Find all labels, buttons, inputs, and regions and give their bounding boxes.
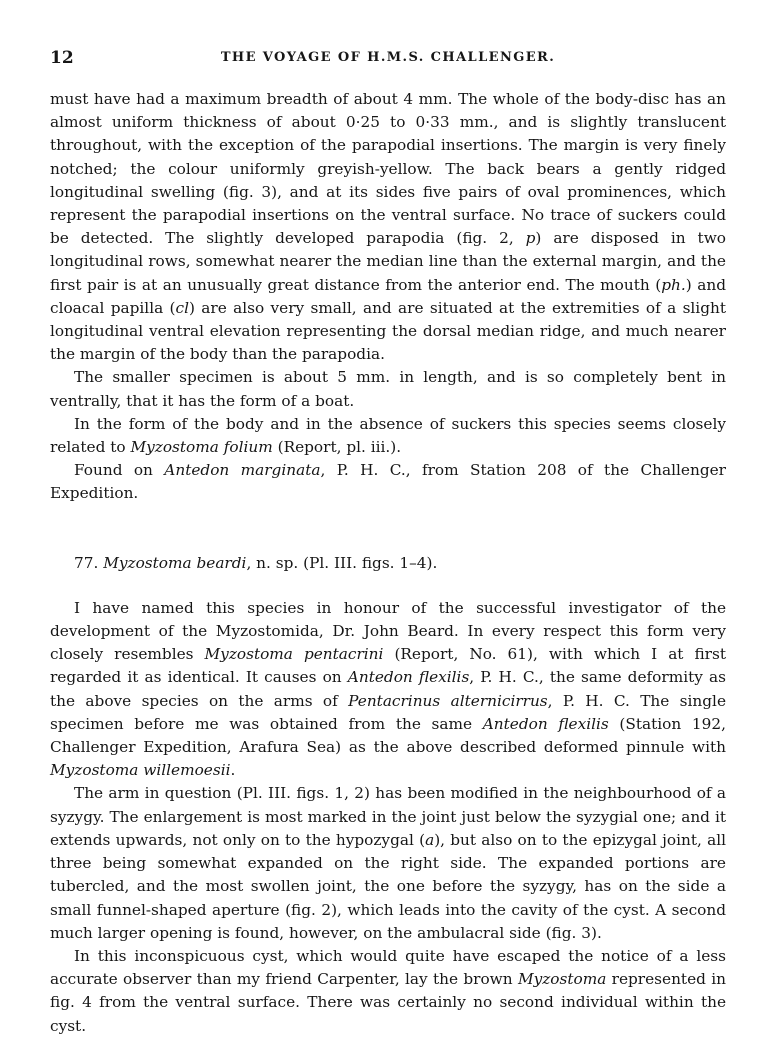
running-title: THE VOYAGE OF H.M.S. CHALLENGER. xyxy=(220,50,556,65)
paragraph-arm-modified: The arm in question (Pl. III. figs. 1, 2) has been modified in the neighbourhood of a syzygy. The enlargement is most marked in the joint just below the syzygial one; and it extends upwards, not only on to the hypozygal (a), but also on to the epizygal joint, all three being somewhat expanded on the right side. The expanded portions are tubercled, and the most swollen joint, the one before the syzygy, has on the side a small funnel-shaped aperture (fig. 2), which leads into the cavity of the cyst. A second much larger opening is found, however, on the ambulacral side (fig. 3). xyxy=(50,784,726,942)
section-myzostoma-beardi xyxy=(50,597,726,1038)
paragraph-body-disc: must have had a maximum breadth of about 4 mm. The whole of the body-disc has an almost uniform thickness of about 0·25 to 0·33 mm., and is slightly translucent throughout, with the exception of the parapodial insertions. The margin is very finely notched; the colour uniformly greyish-yellow. The back bears a gently ridged longitudinal swelling (fig. 3), and at its sides five pairs of oval prominences, which represent the parapodial insertions on the ventral surface. No trace of suckers could be detected. The slightly developed parapodia (fig. 2, p) are disposed in two longitudinal rows, somewhat nearer the median line than the external margin, and the first pair is at an unusually great distance from the anterior end. The mouth (ph.) and cloacal papilla (cl) are also very small, and are situated at the extremities of a slight longitudinal ventral elevation representing the dorsal median ridge, and much nearer the margin of the body than the parapodia. xyxy=(50,90,726,364)
species-heading: 77. Myzostoma beardi, n. sp. (Pl. III. figs. 1–4). xyxy=(74,553,438,572)
paragraph-related-species: In the form of the body and in the absence of suckers this species seems closely related to Myzostoma folium (Report, pl. iii.). xyxy=(50,414,726,457)
paragraph-naming: I have named this species in honour of the successful investigator of the development of the Myzostomida, Dr. John Beard. In every respect this form very closely resembles Myzostoma pentacrini (Report, No. 61), with which I at first regarded it as identical. It causes on Antedon flexilis, P. H. C., the same deformity as the above species on the arms of Pentacrinus alternicirrus, P. H. C. The single specimen before me was obtained from the same Antedon flexilis (Station 192, Challenger Expedition, Arafura Sea) as the above described deformed pinnule with Myzostoma willemoesii. xyxy=(50,598,726,780)
paragraph-cyst: In this inconspicuous cyst, which would quite have escaped the notice of a less accurate observer than my friend Carpenter, lay the brown Myzostoma represented in fig. 4 from the ventral surface. There was certainly no second individual within the cyst. xyxy=(50,946,726,1035)
paragraph-smaller-specimen: The smaller specimen is about 5 mm. in length, and is so completely bent in ventrally, that it has the form of a boat. xyxy=(50,368,726,410)
page xyxy=(50,48,726,1038)
paragraph-found-on: Found on Antedon marginata, P. H. C., from Station 208 of the Challenger Expedition. xyxy=(50,461,726,503)
page-number: 12 xyxy=(50,48,74,68)
page-header xyxy=(50,48,726,70)
section-myzostoma-description xyxy=(50,88,726,506)
